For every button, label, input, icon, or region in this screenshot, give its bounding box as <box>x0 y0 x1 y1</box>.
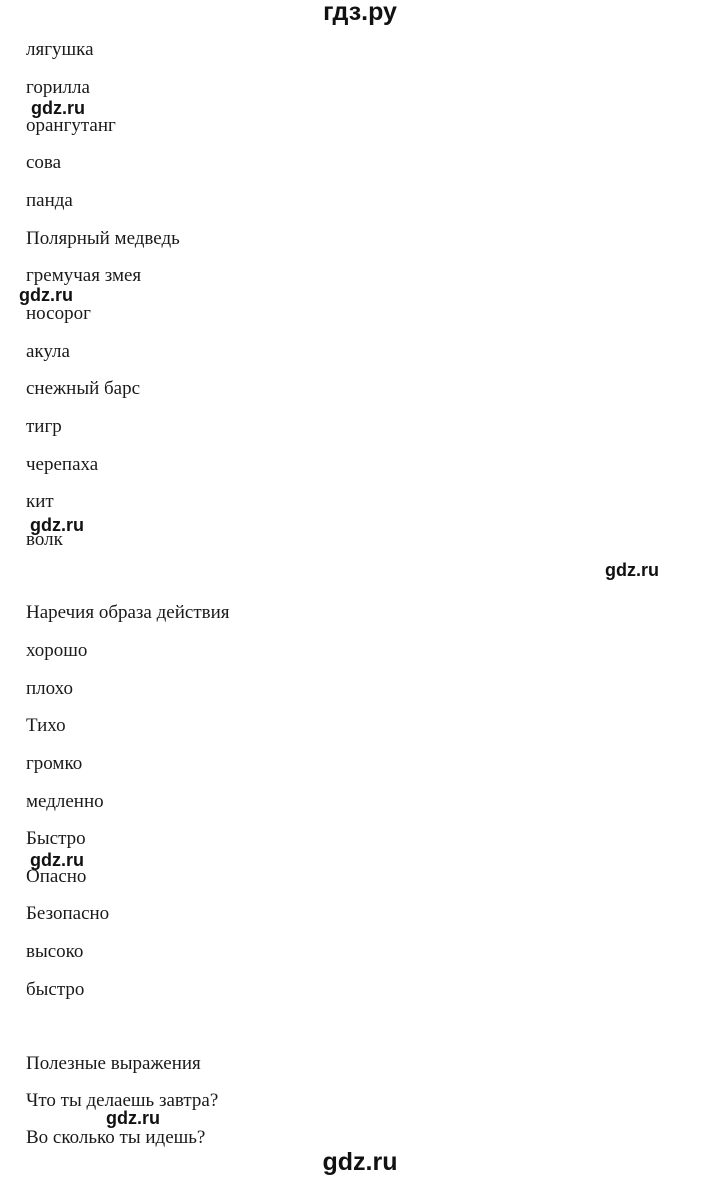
watermark: gdz.ru <box>31 98 85 118</box>
list-item: Безопасно <box>26 903 110 924</box>
list-item: медленно <box>26 791 104 812</box>
watermark: gdz.ru <box>30 515 84 535</box>
list-item: носорог <box>26 303 91 324</box>
list-item: сова <box>26 152 62 173</box>
list-item: Что ты делаешь завтра? <box>26 1090 219 1111</box>
list-item: громко <box>26 753 83 774</box>
list-item: черепаха <box>26 454 99 475</box>
list-item: тигр <box>26 416 62 437</box>
watermark: gdz.ru <box>30 850 84 870</box>
section-heading: Полезные выражения <box>26 1053 201 1074</box>
list-item: Быстро <box>26 828 86 849</box>
site-footer: gdz.ru <box>322 1148 398 1176</box>
watermark: gdz.ru <box>19 285 73 305</box>
list-item: Опасно <box>26 866 87 887</box>
list-item: акула <box>26 341 70 362</box>
list-item: высоко <box>26 941 84 962</box>
list-item: Тихо <box>26 715 66 736</box>
list-item: гремучая змея <box>26 265 142 286</box>
list-item: панда <box>26 190 73 211</box>
list-item: плохо <box>26 678 73 699</box>
list-item: быстро <box>26 979 85 1000</box>
list-item: Во сколько ты идешь? <box>26 1127 206 1148</box>
list-item: Полярный медведь <box>26 228 180 249</box>
list-item: горилла <box>26 77 90 98</box>
list-item: орангутанг <box>26 115 116 136</box>
section-heading: Наречия образа действия <box>26 602 230 623</box>
site-header: гдз.ру <box>323 0 397 26</box>
watermark: gdz.ru <box>106 1108 160 1128</box>
list-item: лягушка <box>26 39 94 60</box>
list-item: хорошо <box>26 640 88 661</box>
list-item: кит <box>26 491 54 512</box>
watermark: gdz.ru <box>605 560 659 580</box>
list-item: снежный барс <box>26 378 141 399</box>
list-item: волк <box>26 529 63 550</box>
